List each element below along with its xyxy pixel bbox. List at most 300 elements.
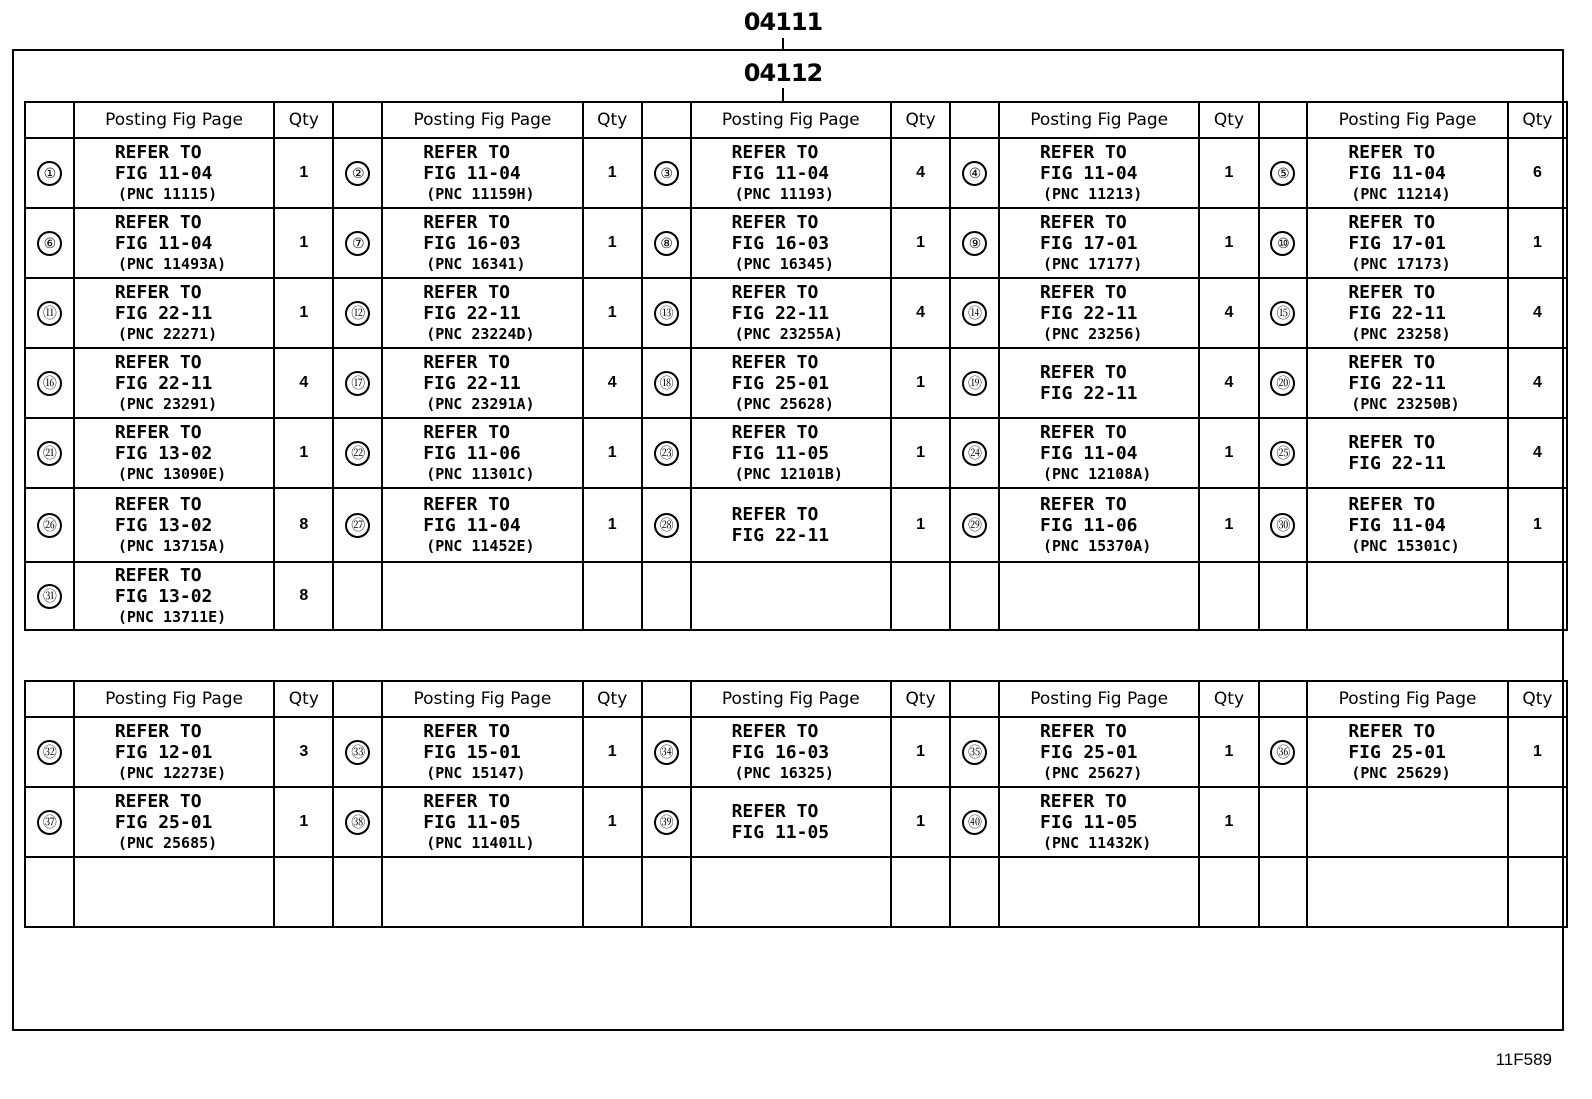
qty-cell: 1	[583, 418, 642, 488]
pnc-code: (PNC 23258)	[1351, 324, 1451, 343]
figure-reference: FIG 17-01	[1039, 232, 1138, 254]
figure-reference: FIG 11-04	[1039, 442, 1138, 464]
pnc-code: (PNC 25627)	[1042, 763, 1143, 782]
figure-reference: FIG 17-01	[1348, 232, 1446, 254]
item-number-cell	[1259, 857, 1308, 927]
item-number-badge: ⑪	[37, 301, 62, 326]
refer-to-label: REFER TO	[423, 281, 510, 303]
reference-cell	[382, 208, 583, 278]
item-number-cell	[642, 857, 691, 927]
qty-header: Qty	[891, 681, 950, 717]
qty-cell: 1	[1508, 488, 1567, 562]
figure-reference: FIG 11-04	[423, 514, 521, 536]
item-number-cell	[1259, 348, 1308, 418]
qty-cell: 1	[274, 787, 333, 857]
qty-cell	[274, 857, 333, 927]
pnc-code: (PNC 22271)	[117, 324, 218, 343]
reference-cell	[691, 562, 892, 630]
item-number-cell	[333, 418, 382, 488]
reference-cell	[691, 857, 892, 927]
pnc-code: (PNC 13715A)	[117, 536, 227, 555]
reference-cell	[999, 418, 1200, 488]
item-number-cell	[642, 208, 691, 278]
qty-cell: 1	[1199, 208, 1258, 278]
reference-cell	[74, 488, 275, 562]
refer-to-label: REFER TO	[1039, 421, 1127, 443]
table-row	[25, 348, 1567, 418]
item-number-cell	[333, 208, 382, 278]
refer-to-label: REFER TO	[731, 351, 819, 373]
reference-cell	[1307, 488, 1508, 562]
figure-reference: FIG 25-01	[731, 372, 830, 394]
item-number-cell	[642, 787, 691, 857]
index-header	[333, 681, 382, 717]
qty-header: Qty	[583, 681, 642, 717]
qty-cell: 1	[274, 138, 333, 208]
posting-fig-page-header: Posting Fig Page	[1307, 102, 1508, 138]
figure-reference: FIG 22-11	[731, 525, 830, 546]
refer-to-label: REFER TO	[1039, 211, 1127, 233]
parts-reference-table-2	[24, 680, 1568, 928]
reference-cell	[999, 787, 1200, 857]
figure-reference: FIG 22-11	[114, 302, 213, 324]
item-number-cell	[1259, 138, 1308, 208]
item-number-badge: ㊴	[654, 810, 679, 835]
item-number-badge: ⑦	[345, 231, 370, 256]
qty-cell: 1	[583, 488, 642, 562]
item-number-cell	[642, 562, 691, 630]
refer-to-label: REFER TO	[1039, 493, 1127, 515]
reference-cell	[1307, 717, 1508, 787]
figure-reference: FIG 12-01	[114, 741, 213, 763]
qty-cell: 8	[274, 562, 333, 630]
item-number-cell	[1259, 717, 1308, 787]
refer-to-label: REFER TO	[731, 504, 819, 525]
item-number-badge: ⑲	[962, 371, 987, 396]
qty-cell	[1199, 857, 1258, 927]
qty-cell: 1	[583, 138, 642, 208]
refer-to-label: REFER TO	[1348, 720, 1436, 742]
item-number-badge: ㊵	[962, 810, 987, 835]
reference-cell	[691, 418, 892, 488]
reference-cell	[382, 717, 583, 787]
item-number-cell	[642, 138, 691, 208]
figure-reference: FIG 16-03	[731, 741, 830, 763]
refer-to-label: REFER TO	[1039, 790, 1127, 812]
posting-fig-page-header: Posting Fig Page	[691, 102, 892, 138]
pnc-code: (PNC 25685)	[117, 833, 218, 852]
figure-reference: FIG 11-04	[1348, 514, 1446, 536]
figure-reference: FIG 22-11	[423, 302, 521, 324]
figure-reference: FIG 11-06	[423, 442, 521, 464]
item-number-badge: ㊱	[1270, 740, 1295, 765]
reference-cell	[74, 278, 275, 348]
refer-to-label: REFER TO	[114, 141, 202, 163]
reference-cell	[382, 418, 583, 488]
refer-to-label: REFER TO	[731, 281, 819, 303]
item-number-badge: ⑥	[37, 231, 62, 256]
pnc-code: (PNC 23250B)	[1351, 394, 1460, 413]
figure-reference: FIG 11-04	[731, 162, 830, 184]
item-number-cell	[950, 488, 999, 562]
figure-reference: FIG 11-04	[423, 162, 521, 184]
reference-cell	[1307, 857, 1508, 927]
reference-cell	[691, 717, 892, 787]
reference-cell	[999, 488, 1200, 562]
qty-cell: 4	[1199, 348, 1258, 418]
figure-reference: FIG 22-11	[1348, 302, 1446, 324]
qty-header: Qty	[583, 102, 642, 138]
assembly-code-04112: 04112	[743, 59, 823, 87]
item-number-cell	[642, 348, 691, 418]
reference-cell	[1307, 787, 1508, 857]
refer-to-label: REFER TO	[423, 141, 510, 163]
figure-reference: FIG 11-06	[1039, 514, 1138, 536]
reference-cell	[691, 208, 892, 278]
reference-cell	[691, 278, 892, 348]
item-number-cell	[950, 348, 999, 418]
figure-reference: FIG 13-02	[114, 514, 213, 536]
reference-cell	[74, 138, 275, 208]
qty-header: Qty	[1199, 102, 1258, 138]
item-number-badge: ㉑	[37, 441, 62, 466]
qty-cell	[583, 562, 642, 630]
reference-cell	[1307, 278, 1508, 348]
qty-header: Qty	[274, 102, 333, 138]
item-number-badge: ㉘	[654, 513, 679, 538]
pnc-code: (PNC 13090E)	[117, 464, 227, 483]
refer-to-label: REFER TO	[114, 720, 202, 742]
figure-reference: FIG 13-02	[114, 585, 213, 607]
qty-cell	[583, 857, 642, 927]
pnc-code: (PNC 11213)	[1042, 184, 1143, 203]
qty-header: Qty	[891, 102, 950, 138]
item-number-cell	[25, 562, 74, 630]
pnc-code: (PNC 11214)	[1351, 184, 1451, 203]
item-number-cell	[950, 208, 999, 278]
reference-cell	[74, 857, 275, 927]
qty-cell: 1	[583, 208, 642, 278]
item-number-cell	[25, 278, 74, 348]
figure-reference: FIG 11-05	[1039, 811, 1138, 833]
pnc-code: (PNC 17173)	[1351, 254, 1451, 273]
item-number-badge: ㉙	[962, 513, 987, 538]
table-row	[25, 278, 1567, 348]
pnc-code: (PNC 25629)	[1351, 763, 1451, 782]
qty-cell: 1	[891, 488, 950, 562]
refer-to-label: REFER TO	[731, 801, 819, 822]
qty-cell: 6	[1508, 138, 1567, 208]
refer-to-label: REFER TO	[1039, 720, 1127, 742]
item-number-cell	[950, 787, 999, 857]
qty-cell: 1	[274, 418, 333, 488]
figure-reference: FIG 22-11	[1348, 372, 1446, 394]
refer-to-label: REFER TO	[114, 351, 202, 373]
table-row	[25, 787, 1567, 857]
figure-reference: FIG 13-02	[114, 442, 213, 464]
index-header	[25, 681, 74, 717]
item-number-cell	[1259, 562, 1308, 630]
pnc-code: (PNC 16325)	[734, 763, 834, 782]
item-number-cell	[25, 857, 74, 927]
pnc-code: (PNC 12101B)	[734, 464, 843, 483]
item-number-badge: ㉛	[37, 584, 62, 609]
qty-cell: 1	[891, 348, 950, 418]
leader-line-04112	[782, 88, 784, 101]
item-number-badge: ㉒	[345, 441, 370, 466]
figure-reference: FIG 11-05	[423, 811, 521, 833]
reference-cell	[382, 488, 583, 562]
qty-cell: 1	[891, 418, 950, 488]
item-number-badge: ㉝	[345, 740, 370, 765]
pnc-code: (PNC 23291A)	[426, 394, 535, 413]
item-number-badge: ㉗	[345, 513, 370, 538]
qty-cell: 3	[274, 717, 333, 787]
item-number-cell	[333, 857, 382, 927]
index-header	[950, 681, 999, 717]
qty-cell: 1	[583, 278, 642, 348]
figure-reference: FIG 11-04	[1039, 162, 1138, 184]
refer-to-label: REFER TO	[114, 281, 202, 303]
reference-cell	[382, 278, 583, 348]
qty-header: Qty	[1508, 681, 1567, 717]
posting-fig-page-header: Posting Fig Page	[691, 681, 892, 717]
item-number-cell	[25, 348, 74, 418]
qty-cell: 1	[1199, 488, 1258, 562]
item-number-badge: ㉞	[654, 740, 679, 765]
qty-cell	[1199, 562, 1258, 630]
qty-header: Qty	[1508, 102, 1567, 138]
item-number-badge: ㉔	[962, 441, 987, 466]
refer-to-label: REFER TO	[731, 421, 819, 443]
item-number-cell	[950, 857, 999, 927]
reference-cell	[999, 348, 1200, 418]
pnc-code: (PNC 11301C)	[426, 464, 535, 483]
qty-cell: 4	[583, 348, 642, 418]
posting-fig-page-header: Posting Fig Page	[999, 681, 1200, 717]
table-row	[25, 418, 1567, 488]
qty-cell	[1508, 787, 1567, 857]
qty-cell: 4	[1199, 278, 1258, 348]
reference-cell	[1307, 138, 1508, 208]
reference-cell	[74, 348, 275, 418]
posting-fig-page-header: Posting Fig Page	[382, 681, 583, 717]
item-number-badge: ⑯	[37, 371, 62, 396]
item-number-cell	[642, 717, 691, 787]
item-number-badge: ⑱	[654, 371, 679, 396]
reference-cell	[999, 138, 1200, 208]
item-number-cell	[333, 138, 382, 208]
refer-to-label: REFER TO	[731, 720, 819, 742]
item-number-badge: ㊲	[37, 810, 62, 835]
table-row	[25, 857, 1567, 927]
item-number-cell	[333, 488, 382, 562]
item-number-badge: ㉚	[1270, 513, 1295, 538]
item-number-badge: ㉓	[654, 441, 679, 466]
reference-cell	[691, 488, 892, 562]
index-header	[333, 102, 382, 138]
item-number-badge: ⑭	[962, 301, 987, 326]
table-row	[25, 562, 1567, 630]
reference-cell	[999, 857, 1200, 927]
pnc-code: (PNC 25628)	[734, 394, 834, 413]
header-row	[25, 102, 1567, 138]
refer-to-label: REFER TO	[1039, 141, 1127, 163]
item-number-cell	[333, 562, 382, 630]
reference-cell	[1307, 562, 1508, 630]
qty-cell: 1	[1199, 418, 1258, 488]
figure-reference: FIG 11-05	[731, 442, 830, 464]
item-number-badge: ①	[37, 161, 62, 186]
reference-cell	[1307, 348, 1508, 418]
pnc-code: (PNC 16345)	[734, 254, 834, 273]
reference-cell	[1307, 418, 1508, 488]
reference-cell	[382, 138, 583, 208]
qty-cell: 1	[1508, 208, 1567, 278]
reference-cell	[74, 787, 275, 857]
index-header	[642, 681, 691, 717]
qty-cell: 1	[1199, 717, 1258, 787]
item-number-badge: ⑮	[1270, 301, 1295, 326]
pnc-code: (PNC 11193)	[734, 184, 834, 203]
figure-reference: FIG 22-11	[1039, 302, 1138, 324]
item-number-cell	[950, 562, 999, 630]
item-number-cell	[642, 278, 691, 348]
pnc-code: (PNC 12273E)	[117, 763, 227, 782]
item-number-badge: ㉟	[962, 740, 987, 765]
item-number-cell	[25, 488, 74, 562]
qty-cell: 1	[891, 208, 950, 278]
refer-to-label: REFER TO	[731, 211, 819, 233]
figure-reference: FIG 11-05	[731, 822, 830, 843]
refer-to-label: REFER TO	[423, 790, 510, 812]
item-number-cell	[1259, 208, 1308, 278]
pnc-code: (PNC 15370A)	[1042, 536, 1152, 555]
posting-fig-page-header: Posting Fig Page	[1307, 681, 1508, 717]
qty-cell: 4	[891, 138, 950, 208]
header-row	[25, 681, 1567, 717]
item-number-cell	[950, 418, 999, 488]
refer-to-label: REFER TO	[1348, 281, 1436, 303]
item-number-cell	[25, 717, 74, 787]
item-number-cell	[333, 348, 382, 418]
item-number-cell	[333, 717, 382, 787]
item-number-badge: ⑳	[1270, 371, 1295, 396]
refer-to-label: REFER TO	[114, 564, 202, 586]
reference-cell	[999, 562, 1200, 630]
pnc-code: (PNC 11432K)	[1042, 833, 1152, 852]
qty-cell: 8	[274, 488, 333, 562]
qty-cell: 1	[891, 717, 950, 787]
pnc-code: (PNC 11401L)	[426, 833, 535, 852]
item-number-badge: ⑧	[654, 231, 679, 256]
item-number-cell	[642, 418, 691, 488]
figure-reference: FIG 16-03	[731, 232, 830, 254]
item-number-cell	[950, 278, 999, 348]
qty-cell	[1508, 562, 1567, 630]
figure-reference: FIG 22-11	[1039, 383, 1138, 404]
qty-cell	[891, 857, 950, 927]
refer-to-label: REFER TO	[423, 720, 510, 742]
item-number-cell	[950, 717, 999, 787]
table-row	[25, 488, 1567, 562]
item-number-badge: ㊳	[345, 810, 370, 835]
item-number-cell	[950, 138, 999, 208]
index-header	[950, 102, 999, 138]
pnc-code: (PNC 11493A)	[117, 254, 227, 273]
index-header	[25, 102, 74, 138]
refer-to-label: REFER TO	[423, 493, 510, 515]
reference-cell	[382, 857, 583, 927]
reference-cell	[999, 208, 1200, 278]
item-number-badge: ⑩	[1270, 231, 1295, 256]
item-number-cell	[25, 418, 74, 488]
refer-to-label: REFER TO	[1348, 432, 1436, 453]
figure-reference: FIG 25-01	[1039, 741, 1138, 763]
refer-to-label: REFER TO	[423, 421, 510, 443]
item-number-cell	[25, 787, 74, 857]
refer-to-label: REFER TO	[1348, 351, 1436, 373]
qty-cell	[1508, 857, 1567, 927]
item-number-cell	[1259, 787, 1308, 857]
reference-cell	[74, 208, 275, 278]
refer-to-label: REFER TO	[423, 351, 510, 373]
refer-to-label: REFER TO	[114, 493, 202, 515]
item-number-cell	[333, 787, 382, 857]
qty-cell: 1	[1199, 138, 1258, 208]
item-number-cell	[25, 208, 74, 278]
index-header	[1259, 681, 1308, 717]
refer-to-label: REFER TO	[1348, 141, 1436, 163]
pnc-code: (PNC 23291)	[117, 394, 218, 413]
refer-to-label: REFER TO	[114, 421, 202, 443]
pnc-code: (PNC 15301C)	[1351, 536, 1460, 555]
item-number-cell	[1259, 278, 1308, 348]
reference-cell	[74, 418, 275, 488]
qty-cell: 1	[583, 787, 642, 857]
reference-cell	[691, 348, 892, 418]
assembly-code-04111: 04111	[743, 8, 823, 36]
table-row	[25, 208, 1567, 278]
qty-cell: 1	[274, 208, 333, 278]
posting-fig-page-header: Posting Fig Page	[74, 102, 275, 138]
figure-reference: FIG 15-01	[423, 741, 521, 763]
posting-fig-page-header: Posting Fig Page	[74, 681, 275, 717]
figure-reference: FIG 22-11	[114, 372, 213, 394]
qty-cell: 1	[891, 787, 950, 857]
item-number-cell	[333, 278, 382, 348]
figure-reference: FIG 16-03	[423, 232, 521, 254]
posting-fig-page-header: Posting Fig Page	[382, 102, 583, 138]
item-number-badge: ⑨	[962, 231, 987, 256]
qty-cell: 1	[274, 278, 333, 348]
posting-fig-page-header: Posting Fig Page	[999, 102, 1200, 138]
item-number-cell	[25, 138, 74, 208]
figure-reference: FIG 11-04	[1348, 162, 1446, 184]
refer-to-label: REFER TO	[114, 790, 202, 812]
reference-cell	[382, 562, 583, 630]
item-number-badge: ④	[962, 161, 987, 186]
figure-reference: FIG 22-11	[731, 302, 830, 324]
pnc-code: (PNC 15147)	[426, 763, 526, 782]
figure-code: 11F589	[1495, 1050, 1552, 1069]
table-row	[25, 138, 1567, 208]
figure-reference: FIG 25-01	[114, 811, 213, 833]
pnc-code: (PNC 23255A)	[734, 324, 843, 343]
reference-cell	[382, 348, 583, 418]
qty-cell: 4	[1508, 278, 1567, 348]
qty-cell: 4	[1508, 418, 1567, 488]
